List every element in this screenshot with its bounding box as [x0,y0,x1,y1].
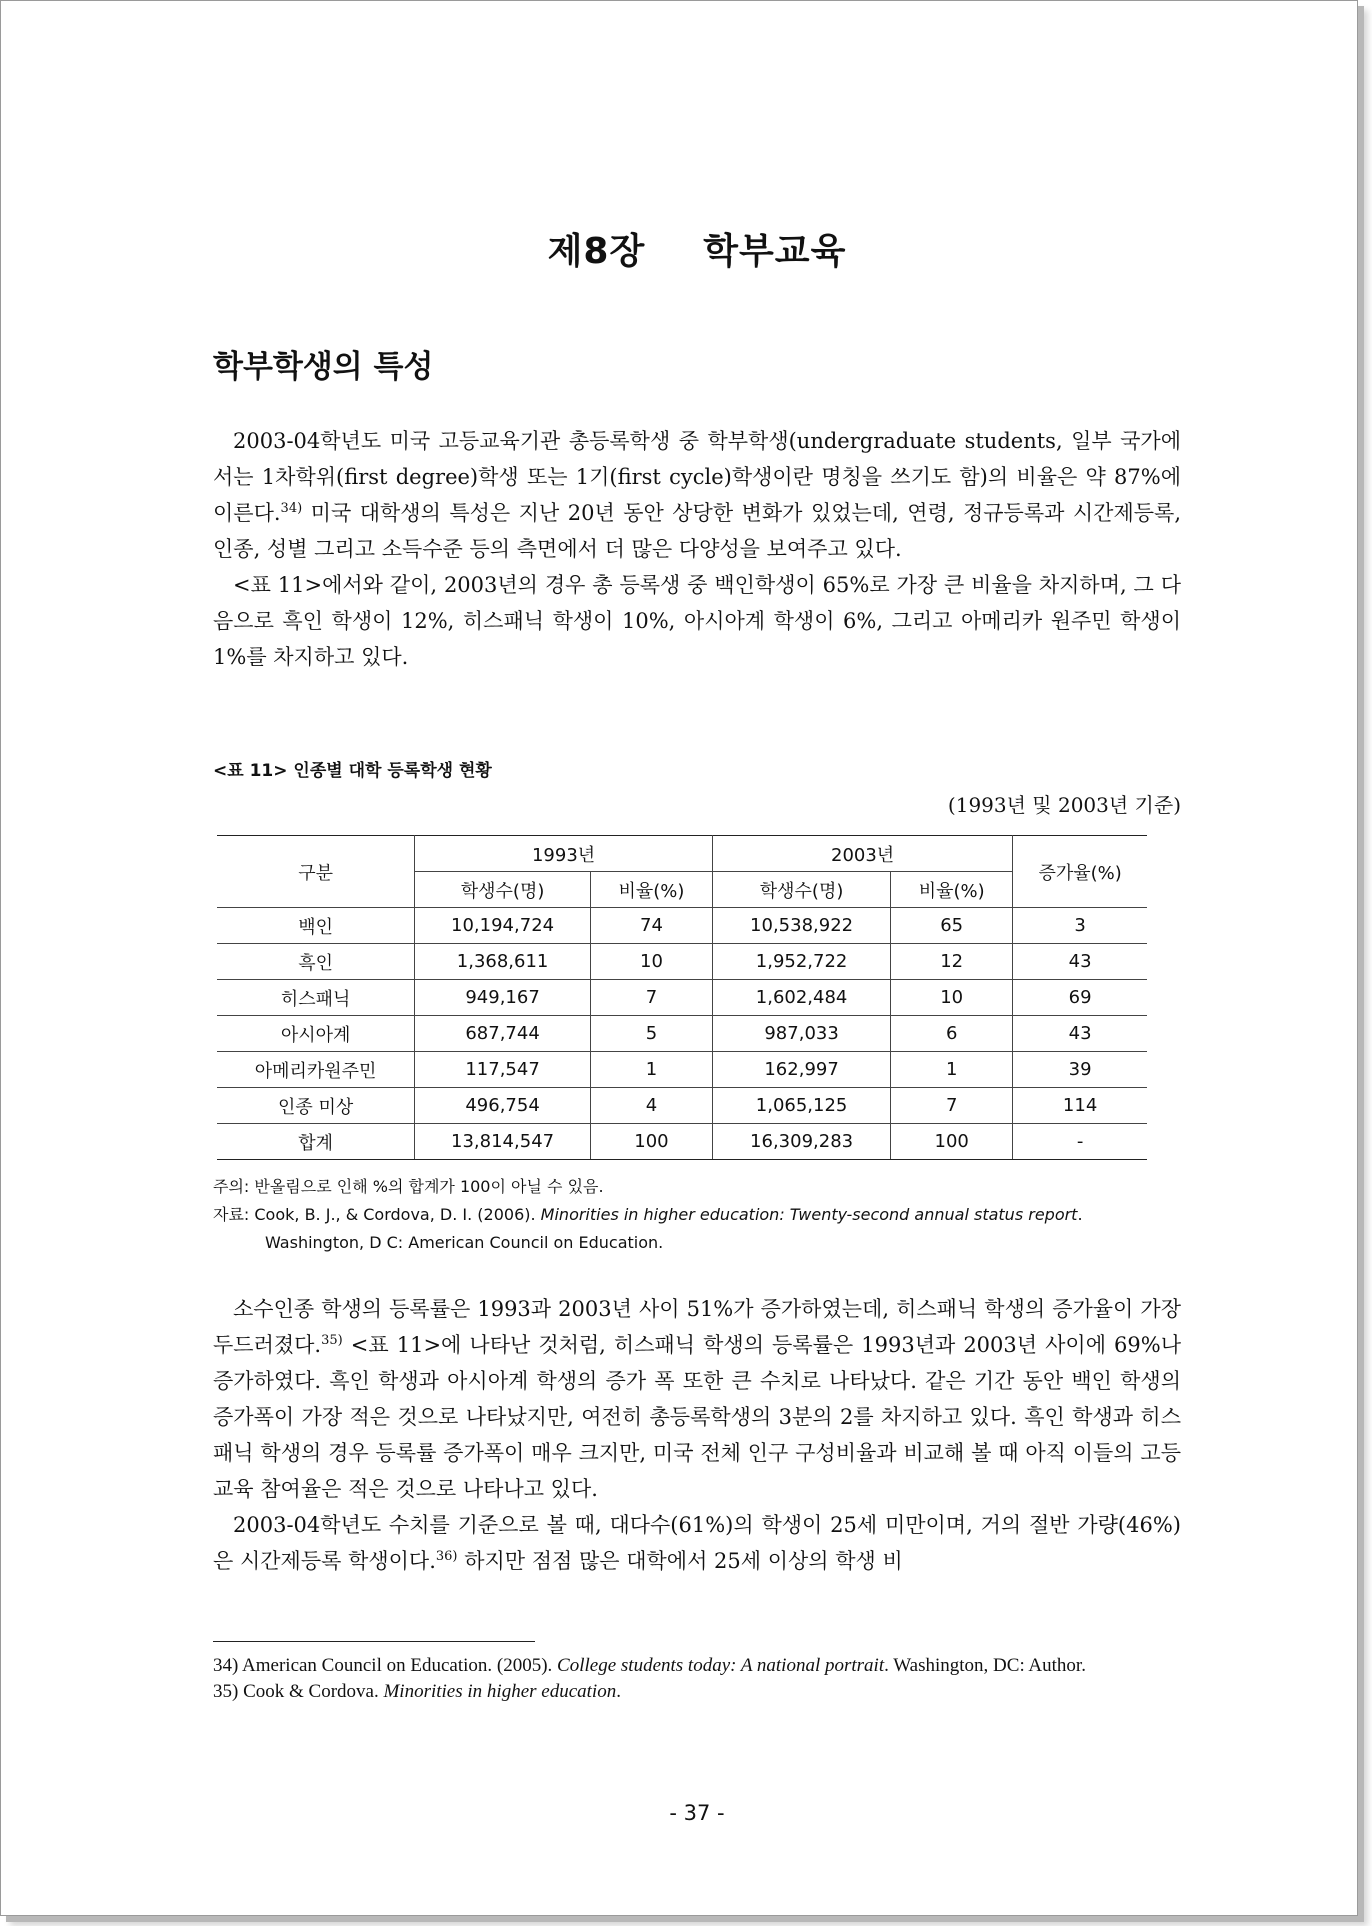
cell-students-1993: 687,744 [415,1016,591,1052]
table-source: 자료: Cook, B. J., & Cordova, D. I. (2006). Minorities in higher education: Twenty-second annual status report. Washington, D C: American Council on Education. [213,1205,1083,1252]
cell-group: 인종 미상 [217,1088,415,1124]
cell-ratio-2003: 100 [891,1124,1013,1160]
body-text-top [213,423,1181,675]
cell-students-1993: 117,547 [415,1052,591,1088]
table-basis: (1993년 및 2003년 기준) [947,793,1181,817]
cell-students-1993: 949,167 [415,980,591,1016]
cell-ratio-2003: 7 [891,1088,1013,1124]
enrollment-table [217,835,1147,1160]
header-year-1993: 1993년 [415,836,713,872]
header-students: 학생수(명) [415,872,591,908]
chapter-number: 제8장 [547,231,646,272]
cell-ratio-1993: 7 [590,980,712,1016]
cell-growth: 39 [1013,1052,1147,1088]
cell-group: 합계 [217,1124,415,1160]
footnote: 35) Cook & Cordova. Minorities in higher education. [213,1681,621,1702]
table-row [217,1088,1147,1124]
cell-growth: - [1013,1124,1147,1160]
cell-ratio-1993: 5 [590,1016,712,1052]
footnote: 34) American Council on Education. (2005). College students today: A national portrait. Washington, DC: Author. [213,1655,1086,1676]
header-ratio: 비율(%) [891,872,1013,908]
cell-students-1993: 1,368,611 [415,944,591,980]
cell-ratio-2003: 1 [891,1052,1013,1088]
cell-group: 아시아계 [217,1016,415,1052]
cell-students-2003: 1,065,125 [712,1088,890,1124]
cell-growth: 43 [1013,1016,1147,1052]
cell-ratio-2003: 65 [891,908,1013,944]
paragraph: 2003-04학년도 미국 고등교육기관 총등록학생 중 학부학생(undergraduate students, 일부 국가에서는 1차학위(first degree)학생 또는 1기(first cycle)학생이란 명칭을 쓰기도 함)의 비율은 약 87%에 이른다.$^{34)}$ 미국 대학생의 특성은 지난 20년 동안 상당한 변화가 있었는데, 연령, 정규등록과 시간제등록, 인종, 성별 그리고 소득수준 등의 측면에서 더 많은 다양성을 보여주고 있다. [213,429,1181,561]
table-row [217,908,1147,944]
header-students: 학생수(명) [712,872,890,908]
cell-students-2003: 10,538,922 [712,908,890,944]
cell-students-2003: 16,309,283 [712,1124,890,1160]
table-notes [213,1173,1181,1257]
cell-students-1993: 496,754 [415,1088,591,1124]
cell-ratio-2003: 12 [891,944,1013,980]
section-title: 학부학생의 특성 [213,349,434,385]
cell-group: 아메리카원주민 [217,1052,415,1088]
cell-ratio-1993: 10 [590,944,712,980]
chapter-name: 학부교육 [703,231,847,272]
cell-growth: 114 [1013,1088,1147,1124]
cell-ratio-1993: 4 [590,1088,712,1124]
table-header-row [217,836,1147,872]
chapter-title [213,223,1181,274]
header-year-2003: 2003년 [712,836,1012,872]
table-row [217,980,1147,1016]
cell-group: 히스패닉 [217,980,415,1016]
footnote-ref[interactable]: 34) [280,501,303,516]
paragraph: 2003-04학년도 수치를 기준으로 볼 때, 대다수(61%)의 학생이 25세 미만이며, 거의 절반 가량(46%)은 시간제등록 학생이다.$^{36)}$ 하지만 점점 많은 대학에서 25세 이상의 학생 비 [213,1513,1181,1573]
cell-students-1993: 10,194,724 [415,908,591,944]
cell-growth: 3 [1013,908,1147,944]
header-category: 구분 [217,836,415,908]
header-ratio: 비율(%) [590,872,712,908]
cell-group: 흑인 [217,944,415,980]
table-row [217,1052,1147,1088]
cell-growth: 69 [1013,980,1147,1016]
cell-group: 백인 [217,908,415,944]
table-row [217,1016,1147,1052]
paragraph: 소수인종 학생의 등록률은 1993과 2003년 사이 51%가 증가하였는데, 히스패닉 학생의 증가율이 가장 두드러졌다.$^{35)}$ <표 11>에 나타난 것처럼, 히스패닉 학생의 등록률은 1993년과 2003년 사이에 69%나 증가하였다. 흑인 학생과 아시아계 학생의 증가 폭 또한 큰 수치로 나타났다. 같은 기간 동안 백인 학생의 증가폭이 가장 적은 것으로 나타났지만, 여전히 총등록학생의 3분의 2를 차지하고 있다. 흑인 학생과 히스패닉 학생의 경우 등록률 증가폭이 매우 크지만, 미국 전체 인구 구성비율과 비교해 볼 때 아직 이들의 고등교육 참여율은 적은 것으로 나타나고 있다. [213,1297,1181,1501]
cell-students-2003: 162,997 [712,1052,890,1088]
cell-students-2003: 1,952,722 [712,944,890,980]
cell-ratio-1993: 100 [590,1124,712,1160]
footnote-ref[interactable]: 36) [435,1549,458,1564]
footnote-divider [213,1641,535,1642]
cell-students-2003: 987,033 [712,1016,890,1052]
cell-students-2003: 1,602,484 [712,980,890,1016]
page-number: - 37 - [669,1801,725,1825]
cell-ratio-1993: 74 [590,908,712,944]
table-row-total [217,1124,1147,1160]
table-caption: <표 11> 인종별 대학 등록학생 현황 [213,761,492,781]
cell-growth: 43 [1013,944,1147,980]
cell-students-1993: 13,814,547 [415,1124,591,1160]
cell-ratio-2003: 6 [891,1016,1013,1052]
table-note: 주의: 반올림으로 인해 %의 합계가 100이 아닐 수 있음. [213,1177,604,1196]
table-row [217,944,1147,980]
header-growth: 증가율(%) [1013,836,1147,908]
body-text-bottom [213,1291,1181,1579]
cell-ratio-2003: 10 [891,980,1013,1016]
footnote-ref[interactable]: 35) [321,1333,343,1348]
cell-ratio-1993: 1 [590,1052,712,1088]
paragraph: <표 11>에서와 같이, 2003년의 경우 총 등록생 중 백인학생이 65%로 가장 큰 비율을 차지하며, 그 다음으로 흑인 학생이 12%, 히스패닉 학생이 10%, 아시아계 학생이 6%, 그리고 아메리카 원주민 학생이 1%를 차지하고 있다. [213,573,1181,669]
footnotes [213,1653,1181,1705]
